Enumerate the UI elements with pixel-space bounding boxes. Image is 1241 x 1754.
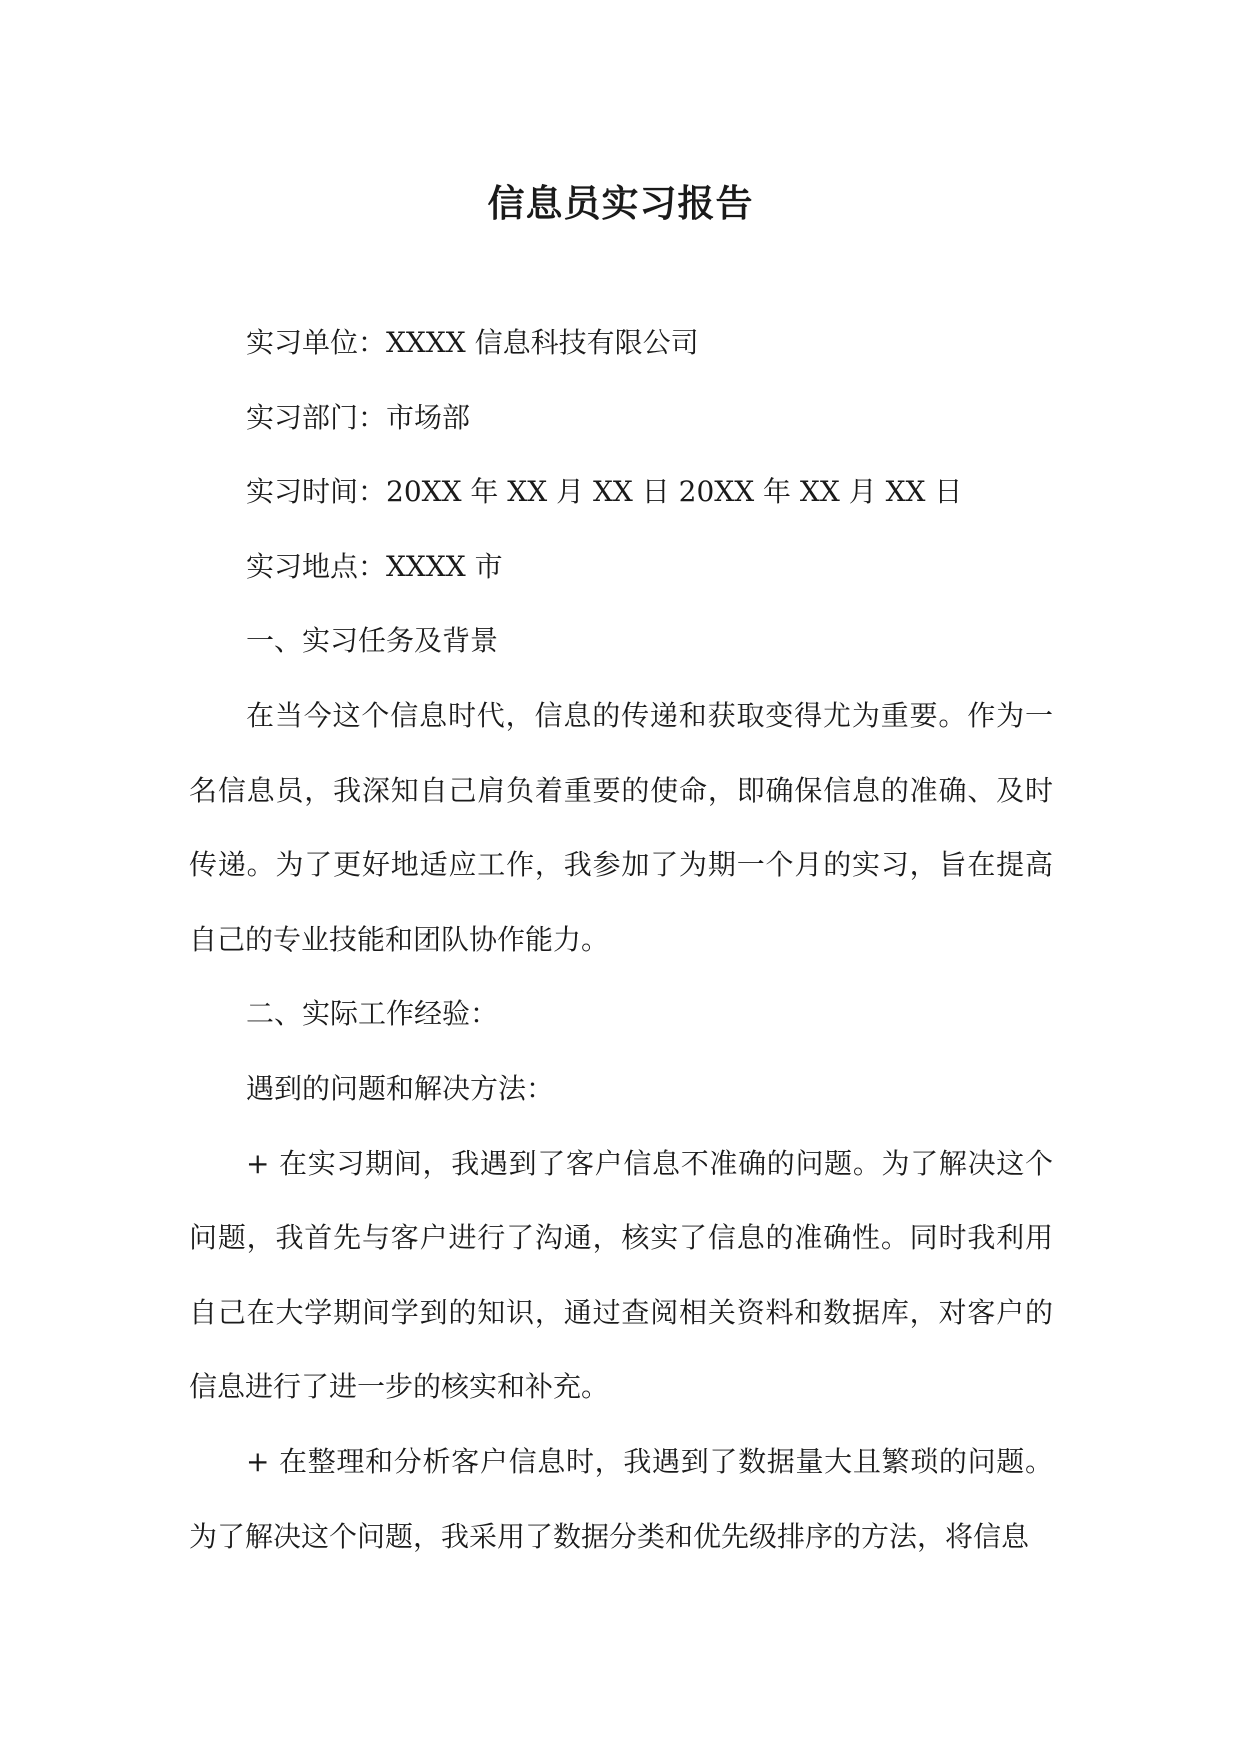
bullet-paragraph-1: + 在实习期间，我遇到了客户信息不准确的问题。为了解决这个问题，我首先与客户进行了沟通，核实了信息的准确性。同时我利用自己在大学期间学到的知识，通过查阅相关资料和数据库，对客户的信息进行了进一步的核实和补充。	[189, 1146, 1053, 1404]
meta-department: 实习部门：市场部	[246, 400, 471, 434]
subheading-problems: 遇到的问题和解决方法：	[246, 1071, 555, 1105]
section-heading-background: 一、实习任务及背景	[246, 624, 499, 658]
document-title: 信息员实习报告	[487, 182, 754, 225]
meta-time: 实习时间：20XX 年 XX 月 XX 日 20XX 年 XX 月 XX 日	[246, 475, 963, 509]
meta-location: 实习地点：XXXX 市	[246, 549, 503, 583]
section-heading-experience: 二、实际工作经验：	[246, 997, 499, 1031]
paragraph-background: 在当今这个信息时代，信息的传递和获取变得尤为重要。作为一名信息员，我深知自己肩负着重要的使命，即确保信息的准确、及时传递。为了更好地适应工作，我参加了为期一个月的实习，旨在提高自己的专业技能和团队协作能力。	[189, 698, 1053, 956]
document-body	[189, 306, 1053, 1574]
meta-unit: 实习单位：XXXX 信息科技有限公司	[246, 326, 699, 359]
bullet-paragraph-2: + 在整理和分析客户信息时，我遇到了数据量大且繁琐的问题。为了解决这个问题，我采用了数据分类和优先级排序的方法，将信息	[189, 1444, 1053, 1553]
